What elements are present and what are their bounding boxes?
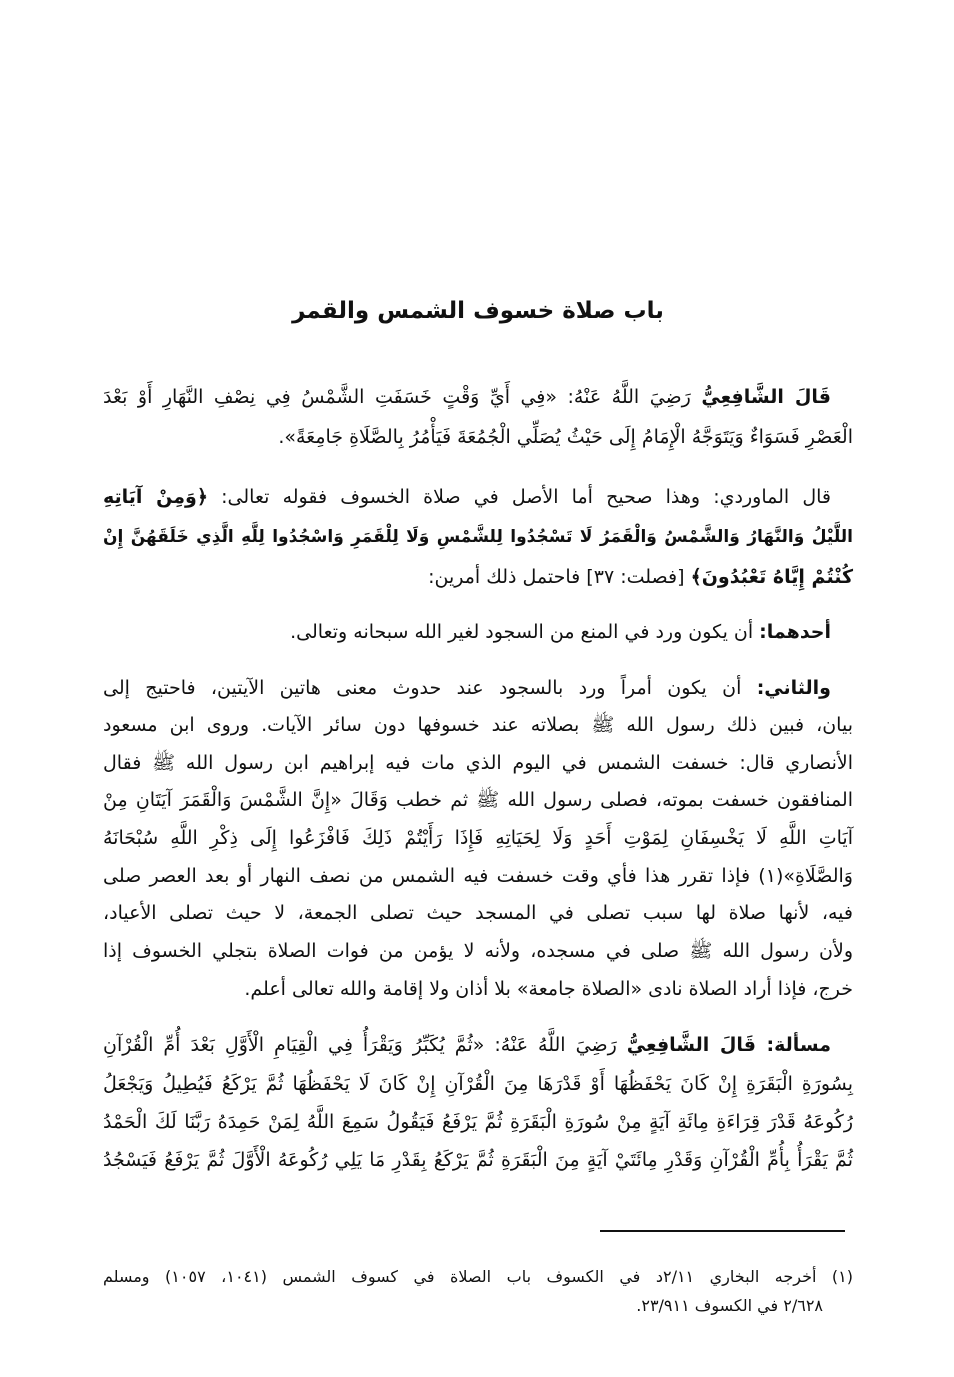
text-line: [103, 380, 853, 414]
text-segment: بيان، فبين ذلك رسول الله ﷺ بصلاته عند خسوفها دون سائر الآيات. وروى ابن مسعود: [103, 714, 853, 736]
text-segment: بِسُورَةِ الْبَقَرَةِ إِنْ كَانَ يَحْفَظُهَا أَوْ قَدْرَهَا مِنَ الْقُرْآنِ إِنْ كَانَ لَا يَحْفَظُهَا ثُمَّ يَرْكَعُ فَيُطِيلُ وَيَجْعَلُ: [103, 1073, 853, 1095]
bold-text: مسألة: قَالَ الشَّافِعِيُّ: [626, 1034, 831, 1056]
text-line: [103, 859, 853, 893]
text-segment: ولأن رسول الله ﷺ صلى في مسجده، ولأنه لا يؤمن من فوات الصلاة بتجلي الخسوف إذا: [103, 940, 853, 962]
text-line: [103, 821, 853, 855]
bold-text: قَالَ الشَّافِعِيُّ: [701, 386, 831, 408]
text-line: [103, 1028, 853, 1062]
footnote-line: [103, 1263, 853, 1291]
text-segment: [فصلت: ٣٧] فاحتمل ذلك أمرين:: [428, 566, 691, 588]
text-segment: وَالصَّلَاةِ»(١) فإذا تقرر هذا فأي وقت خسفت فيه الشمس من نصف النهار أو بعد العصر صلى: [103, 865, 853, 887]
bold-text: والثاني:: [756, 677, 831, 699]
text-line: [103, 520, 853, 554]
text-segment: رَضِيَ اللَّهُ عَنْهُ: «ثُمَّ يُكَبِّرُ وَيَقْرَأُ فِي الْقِيَامِ الْأَوَّلِ بَعْدَ أُمِّ الْقُرْآنِ: [103, 1034, 627, 1056]
text-line: [103, 560, 853, 594]
text-line: [103, 1067, 853, 1101]
text-segment: ثُمَّ يَقْرَأُ بِأُمِّ الْقُرْآنِ وَقَدْرِ مِائَتَيْ آيَةٍ مِنَ الْبَقَرَةِ ثُمَّ يَرْكَعُ بِقَدْرِ مَا يَلِي رُكُوعَهُ الْأَوَّلَ ثُمَّ يَرْفَعُ فَيَسْجُدُ: [103, 1149, 853, 1171]
text-line: [103, 934, 853, 968]
text-line: [103, 746, 853, 780]
text-line: [103, 972, 853, 1006]
footnote-separator: [600, 1230, 845, 1232]
text-line: [103, 671, 853, 705]
text-line: [103, 420, 853, 454]
chapter-title: باب صلاة خسوف الشمس والقمر: [292, 298, 664, 324]
text-line: [103, 615, 853, 649]
text-segment: قال الماوردي: وهذا صحيح أما الأصل في صلاة الخسوف فقوله تعالى:: [207, 486, 831, 508]
text-line: [103, 480, 853, 514]
bold-text: أحدهما:: [759, 621, 831, 643]
text-segment: أن يكون أمراً ورد بالسجود عند حدوث معنى هاتين الآيتين، فاحتيج إلى: [103, 677, 757, 699]
text-line: [103, 783, 853, 817]
text-segment: أن يكون ورد في المنع من السجود لغير الله سبحانه وتعالى.: [290, 621, 760, 643]
text-segment: ٢/٦٢٨ في الكسوف ٢٣/٩١١.: [636, 1296, 823, 1315]
text-segment: رَضِيَ اللَّهُ عَنْهُ: «فِي أَيِّ وَقْتٍ خَسَفَتِ الشَّمْسُ فِي نِصْفِ النَّهَارِ أَوْ بَعْدَ: [103, 386, 702, 408]
text-segment: المنافقون خسفت بموته، فصلى رسول الله ﷺ ثم خطب وَقَالَ «إِنَّ الشَّمْسَ وَالْقَمَرَ آيَتَانِ مِنْ: [103, 789, 853, 811]
bold-text: اللَّيْلُ وَالنَّهَارُ وَالشَّمْسُ وَالْقَمَرُ لَا تَسْجُدُوا لِلشَّمْسِ وَلَا لِلْقَمَرِ وَاسْجُدُوا لِلَّهِ الَّذِي خَلَقَهُنَّ إِنْ: [103, 527, 853, 547]
bold-text: ﴿وَمِنْ آيَاتِهِ: [103, 486, 208, 508]
text-line: [103, 708, 853, 742]
text-segment: آيَاتِ اللَّهِ لَا يَخْسِفَانِ لِمَوْتِ أَحَدٍ وَلَا لِحَيَاتِهِ فَإِذَا رَأَيْتُمْ ذَلِكَ فَافْزَعُوا إِلَى ذِكْرِ اللَّهِ سُبْحَانَهُ: [103, 827, 853, 849]
text-segment: (١) أخرجه البخاري ٢/١١د في الكسوف باب الصلاة في كسوف الشمس (١٠٤١، ١٠٥٧) ومسلم: [103, 1267, 854, 1286]
text-line: [103, 1143, 853, 1177]
text-segment: خرج، فإذا أراد الصلاة نادى «الصلاة جامعة» بلا أذان ولا إقامة والله تعالى أعلم.: [244, 978, 853, 1000]
footnote-line: [103, 1292, 853, 1320]
text-segment: الأنصاري قال: خسفت الشمس في اليوم الذي مات فيه إبراهيم ابن رسول الله ﷺ فقال: [103, 752, 853, 774]
text-segment: فيه، لأنها صلاة لها سبب تصلى في المسجد حيث تصلى الجمعة، لا حيث تصلى الأعياد،: [103, 902, 853, 924]
text-segment: رُكُوعَهُ قَدْرَ قِرَاءَةِ مِائَةِ آيَةٍ مِنْ سُورَةِ الْبَقَرَةِ ثُمَّ يَرْفَعُ فَيَقُولُ سَمِعَ اللَّهُ لِمَنْ حَمِدَهُ رَبَّنَا لَكَ الْحَمْدُ: [103, 1111, 853, 1133]
bold-text: كُنْتُمْ إِيَّاهُ تَعْبُدُونَ﴾: [690, 566, 853, 588]
text-segment: الْعَصْرِ فَسَوَاءٌ وَيَتَوَجَّهُ الْإِمَامُ إِلَى حَيْثُ يُصَلِّي الْجُمُعَةَ فَيَأْمُرُ بِالصَّلَاةِ جَامِعَةً».: [278, 426, 853, 448]
text-line: [103, 1105, 853, 1139]
text-line: [103, 896, 853, 930]
